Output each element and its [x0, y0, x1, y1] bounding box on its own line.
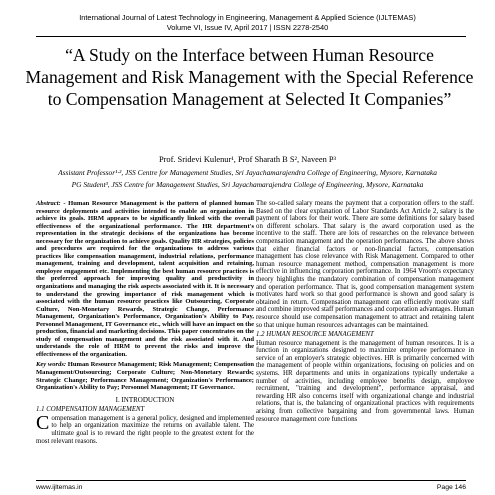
abstract: [36, 200, 254, 358]
hrm-paragraph: Human resource management is the management of human resources. It is a function in organizations designed to maximize employee performance in service of an employer's strategic objectives. HR is primarily concerned with the management of people within organizations, focusing on policies and on systems. HR departments and units in organizations typically undertake a number of activities, including employee benefits design, employee recruitment, "training and development", performance appraisal, and rewarding HR also concerns itself with organizational change and industrial relations, that is, the balancing of organizational practices with requirements arising from collective bargaining and from governmental laws. Human resource management core functions: [256, 339, 474, 423]
subsection-heading: 1.2 HUMAN RESOURCE MANAGEMENT: [256, 331, 374, 339]
intro-paragraph: Compensation management is a general policy, designed and implemented to help an organization maximize the returns on available talent. The ultimate goal is to reward the right people to the greatest extent for the most relevant reasons.: [36, 411, 254, 445]
header-rule: [36, 36, 466, 37]
subsection-heading: 1.1 COMPENSATION MANAGEMENT: [36, 406, 145, 414]
affiliation-2: PG Student³, JSS Centre for Management Studies, Sri Jayachamarajendra College of Engineering, Mysore, Karnataka: [71, 180, 424, 189]
keywords: [36, 361, 254, 391]
affiliation-1: Assistant Professor¹·², JSS Centre for Management Studies, Sri Jayachamarajendra College of Engineering, Mysore, Karnataka: [58, 168, 437, 177]
footer-rule: [36, 480, 466, 481]
journal-name: International Journal of Latest Technology in Engineering, Management & Applied Science (IJLTEMAS): [79, 13, 416, 22]
journal-volume: Volume VI, Issue IV, April 2017 | ISSN 2278-2540: [166, 23, 329, 32]
abstract-text: - Human Resource Management is the pattern of planned human resource deployments and activities intended to enable an organization in achieve its goals. HRM appears to be significantly linked with the overall effectiveness of the organizational performance. The HR department's representation in the strategic decisions of the organizations has become necessary for the organization to achieve goals. Quality HR strategies, policies and procedures are required for the organizations to address various practices like compensation management, industrial relations, performance management, training and development, talent acquisition and retaining, employee engagement etc. Implementing the best human resource practices is the preferred approach for improving quality and productivity in organizations and managing the risk aspects associated with it. It is necessary to understand the growing importance of risk management which is associated with the human resource practices like Outsourcing, Corporate Culture, Non-Monetary Rewards, Strategic Change, Performance Management, Organization's Performance, Organization's Ability to Pay, Personnel Management, IT Governance etc., which will have an impact on the production, financial and marketing decisions. This paper concentrates on the study of compensation management and the risk associated with it. And understands the role of HRM to prevent the risks and improve the effectiveness of the organization.: [36, 200, 254, 358]
journal-url: www.ijltemas.in: [36, 484, 83, 491]
journal-header: [0, 13, 495, 33]
abstract-label: Abstract:: [36, 200, 61, 207]
left-column: [36, 200, 254, 447]
salary-paragraph: The so-called salary means the payment that a corporation offers to the staff. Based on the clear explanation of Labor Standards Act Article 2, salary is the payment of labors for their work. There are some definitions for salary based on different scholars. That salary is the award corporation used as the incentive to the staff. There are lots of researches on the relevance between compensation management and the operation performances. The above shows that either financial factors or non-financial factors, compensation management has close relevance with Risk Management. Compared to other human resource management method, compensation management is more effective in influencing corporation performance. In 1964 Vroom's expectancy theory highlights the mandatory combination of compensation management and operation performance. That is, good compensation management system motivates hard work so that good performance is shown and good salary is obtained in return. Compensation management can efficiently motivate staff and combine improved staff performances and corporation advantages. Human resource should use compensation management to attract and retaining talent so that unique human resources advantages can be maintained.: [256, 200, 474, 329]
page-number: Page 146: [436, 484, 466, 491]
author-list: Prof. Sridevi Kulenur¹, Prof Sharath B S², Naveen P³: [158, 155, 337, 164]
paper-title: “A Study on the Interface between Human Resource Management and Risk Management with the Special Reference to Compensation Management at Selected It Companies”: [25, 45, 474, 109]
keywords-label: Key words:: [36, 361, 67, 369]
keywords-text: Human Resource Management; Risk Management; Compensation Management/Outsourcing; Corporate Culture; Non-Monetary Rewards; Strategic Change; Performance Management; Organization's Performance; Organization's Ability to Pay; Personnel Management; IT Governance.: [36, 361, 254, 392]
section-heading: I. INTRODUCTION: [115, 395, 175, 404]
right-column: [256, 200, 474, 425]
